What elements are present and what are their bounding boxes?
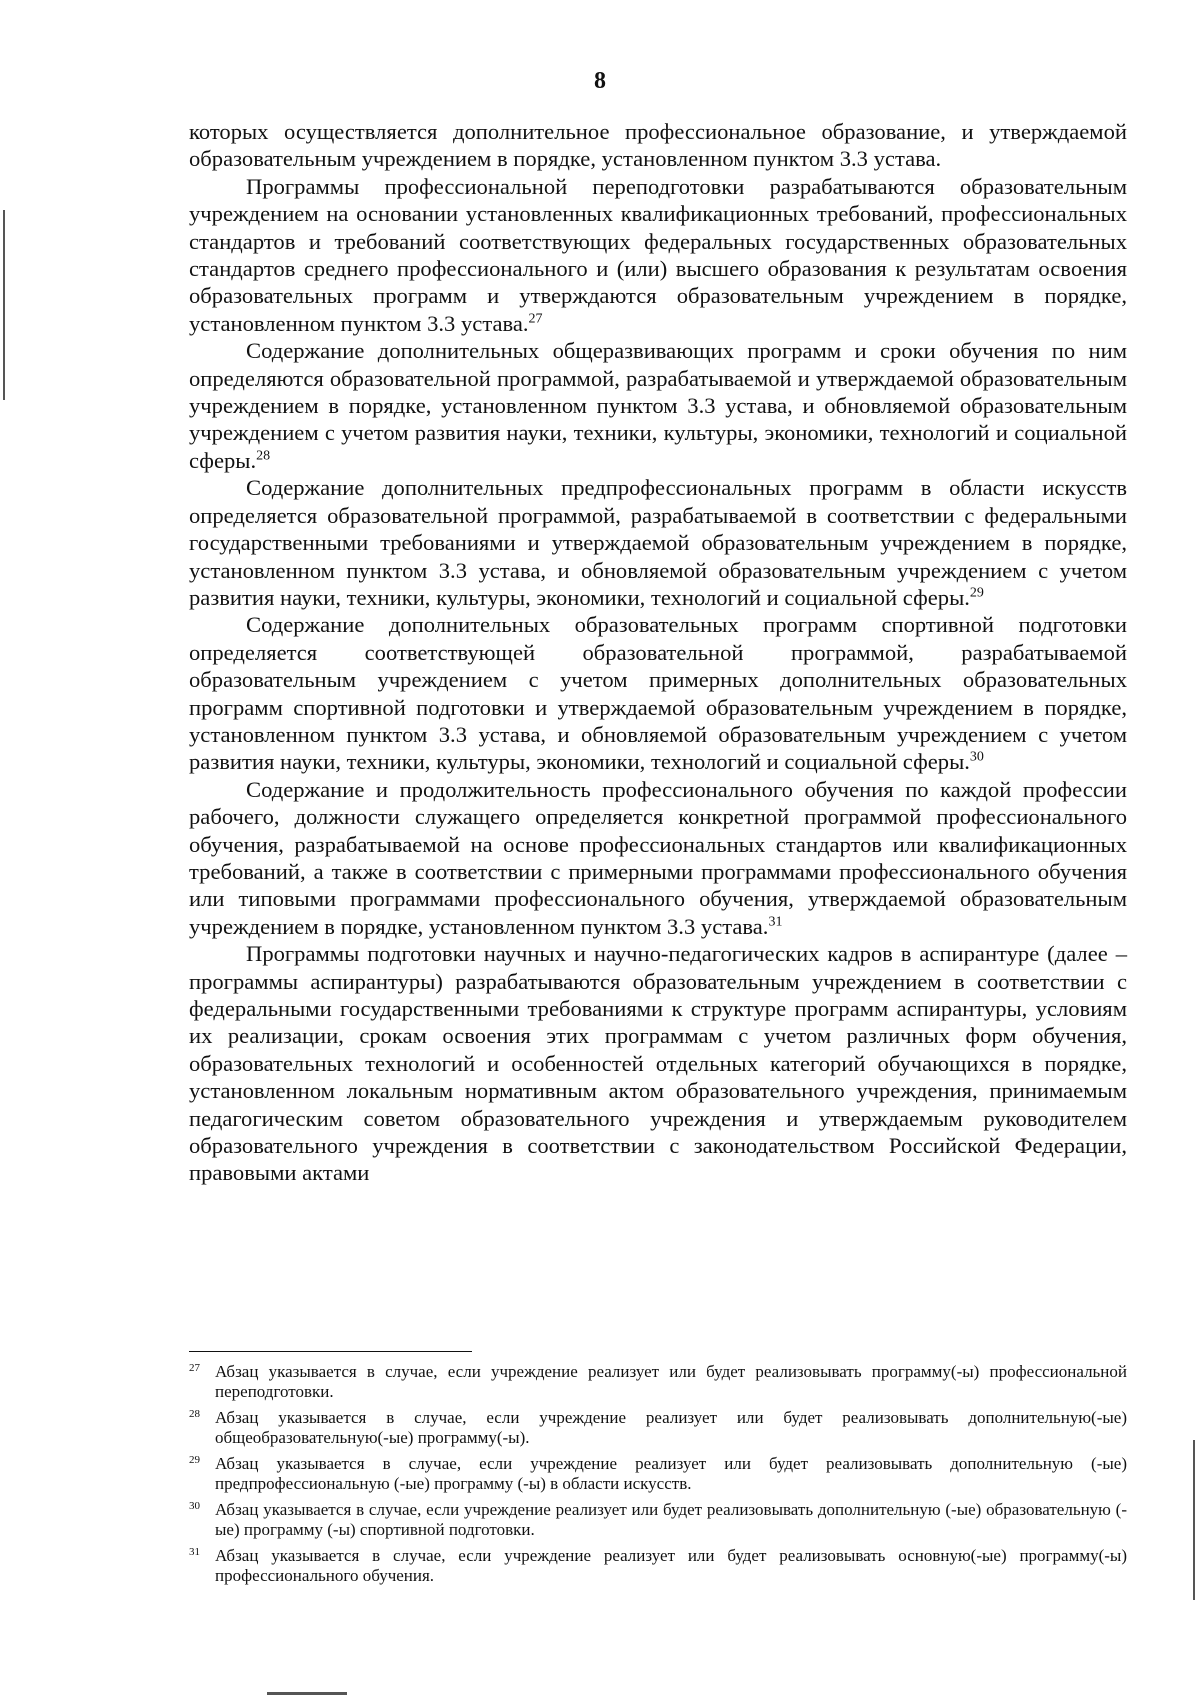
paragraph-postgraduate-programs: [189, 940, 1127, 1187]
footnote-item: [189, 1546, 1127, 1586]
paragraph-text: Содержание дополнительных общеразвивающих программ и сроки обучения по ним определяются образовательной программой, разрабатываемой и утверждаемой образовательным учреждением в порядке, установленном пунктом 3.3 устава, и обновляемой образовательным учреждением с учетом развития науки, техники, культуры, экономики, технологий и социальной сферы.: [189, 338, 1127, 473]
paragraph-continuation: [189, 118, 1127, 173]
footnote-separator: [189, 1351, 472, 1352]
paragraph-text: Содержание дополнительных образовательных программ спортивной подготовки определяется соответствующей образовательной программой, разрабатываемой образовательным учреждением с учетом примерных дополнительных образовательных программ спортивной подготовки и утверждаемой образовательным учреждением в порядке, установленном пунктом 3.3 устава, и обновляемой образовательным учреждением с учетом развития науки, техники, культуры, экономики, технологий и социальной сферы.: [189, 612, 1127, 775]
paragraph-text: Содержание и продолжительность профессионального обучения по каждой профессии рабочего, должности служащего определяется конкретной программой профессионального обучения, разрабатываемой на основе профессиональных стандартов или квалификационных требований, а также в соответствии с примерными программами профессионального обучения или типовыми программами профессионального обучения, утверждаемой образовательным учреждением в порядке, установленном пунктом 3.3 устава.: [189, 776, 1127, 939]
paragraph-vocational-training: [189, 776, 1127, 940]
footnote-text: Абзац указывается в случае, если учреждение реализует или будет реализовывать программу(-ы) профессиональной переподготовки.: [215, 1362, 1127, 1401]
body-text: [189, 118, 1127, 1187]
paragraph-text: Программы профессиональной переподготовки разрабатываются образовательным учреждением на основании установленных квалификационных требований, профессиональных стандартов и требований соответствующих федеральных государственных образовательных стандартов среднего профессионального и (или) высшего образования к результатам освоения образовательных программ и утверждаются образовательным учреждением в порядке, установленном пунктом 3.3 устава.: [189, 173, 1127, 336]
page-number: 8: [594, 68, 606, 94]
footnote-text: Абзац указывается в случае, если учреждение реализует или будет реализовывать дополнительную(-ые) общеобразовательную(-ые) программу(-ы).: [215, 1408, 1127, 1447]
footnote-reference[interactable]: 31: [768, 914, 783, 930]
footnote-item: [189, 1362, 1127, 1402]
footnote-item: [189, 1454, 1127, 1494]
paragraph-professional-retraining: [189, 173, 1127, 337]
footnote-item: [189, 1408, 1127, 1448]
footnotes: [189, 1362, 1127, 1592]
footnote-text: Абзац указывается в случае, если учреждение реализует или будет реализовывать дополнительную (-ые) предпрофессиональную (-ые) программу (-ы) в области искусств.: [215, 1454, 1127, 1493]
footnote-number: 28: [189, 1408, 200, 1420]
footnote-number: 30: [189, 1500, 200, 1512]
footnote-text: Абзац указывается в случае, если учреждение реализует или будет реализовывать дополнительную (-ые) образовательную (-ые) программу (-ы) спортивной подготовки.: [215, 1500, 1127, 1539]
footnote-text: Абзац указывается в случае, если учреждение реализует или будет реализовывать основную(-ые) программу(-ы) профессионального обучения.: [215, 1546, 1127, 1585]
footnote-reference[interactable]: 28: [256, 448, 271, 464]
footnote-number: 29: [189, 1454, 200, 1466]
scan-edge-mark: [1193, 1440, 1195, 1600]
footnote-number: 27: [189, 1362, 200, 1374]
scan-edge-mark: [3, 210, 5, 400]
paragraph-sports-training-programs: [189, 611, 1127, 775]
footnote-item: [189, 1500, 1127, 1540]
footnote-number: 31: [189, 1546, 200, 1558]
footnote-reference[interactable]: 27: [528, 311, 543, 327]
footnote-reference[interactable]: 30: [969, 749, 984, 765]
paragraph-text: которых осуществляется дополнительное профессиональное образование, и утверждаемой образовательным учреждением в порядке, установленном пунктом 3.3 устава.: [189, 119, 1127, 172]
paragraph-text: Программы подготовки научных и научно-педагогических кадров в аспирантуре (далее – программы аспирантуры) разрабатываются образовательным учреждением в соответствии с федеральными государственными требованиями к структуре программ аспирантуры, условиям их реализации, срокам освоения этих программам с учетом различных форм обучения, образовательных технологий и особенностей отдельных категорий обучающихся в порядке, установленном локальным нормативным актом образовательного учреждения, принимаемым педагогическим советом образовательного учреждения и утверждаемым руководителем образовательного учреждения в соответствии с законодательством Российской Федерации, правовыми актами: [189, 941, 1127, 1186]
scan-bottom-mark: [267, 1692, 347, 1695]
footnote-reference[interactable]: 29: [969, 585, 984, 601]
paragraph-text: Содержание дополнительных предпрофессиональных программ в области искусств определяется образовательной программой, разрабатываемой в соответствии с федеральными государственными требованиями и утверждаемой образовательным учреждением в порядке, установленном пунктом 3.3 устава, и обновляемой образовательным учреждением с учетом развития науки, техники, культуры, экономики, технологий и социальной сферы.: [189, 475, 1127, 610]
paragraph-general-development-programs: [189, 337, 1127, 474]
paragraph-preprofessional-arts-programs: [189, 474, 1127, 611]
